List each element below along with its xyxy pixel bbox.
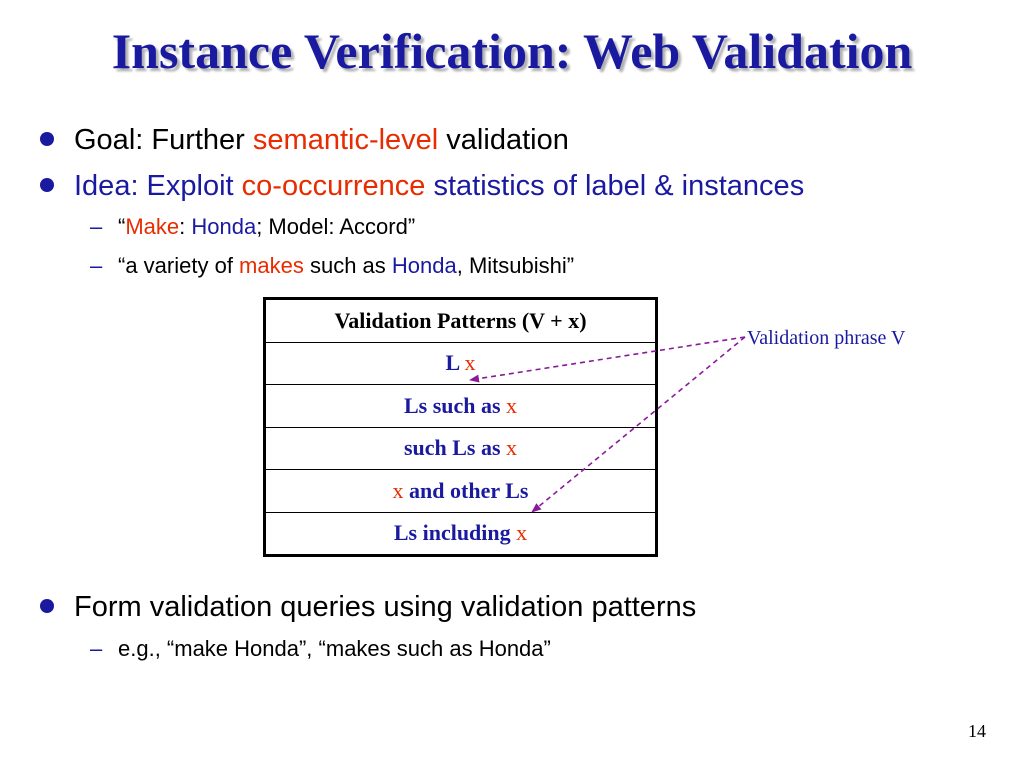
sub-dash: – bbox=[90, 214, 103, 239]
pattern-x: x bbox=[464, 350, 476, 376]
bullet-form-queries bbox=[40, 590, 696, 624]
sub-make: Make bbox=[125, 214, 180, 239]
annotation-validation-phrase: Validation phrase V bbox=[747, 327, 906, 349]
sub-makes: makes bbox=[239, 253, 304, 278]
pattern-label: L bbox=[445, 350, 459, 376]
sub-example-text: e.g., “make Honda”, “makes such as Honda” bbox=[118, 636, 551, 661]
pattern-x: x bbox=[506, 392, 518, 418]
page-number: 14 bbox=[968, 721, 986, 741]
pattern-label: and other Ls bbox=[409, 477, 529, 503]
pattern-label: Ls including bbox=[393, 520, 511, 546]
arrow-line-to-other-ls bbox=[532, 337, 745, 512]
pattern-x: x bbox=[516, 520, 528, 546]
sub-rest: ; Model: Accord” bbox=[256, 214, 416, 239]
slide-title: Instance Verification: Web Validation bbox=[111, 23, 913, 79]
arrow-line-to-L bbox=[470, 337, 745, 380]
sub-bullet-example bbox=[90, 636, 551, 662]
pattern-x: x bbox=[392, 477, 404, 503]
sub-dash: – bbox=[90, 253, 103, 278]
sub-prefix: “a variety of bbox=[118, 253, 240, 278]
pattern-label: Ls such as bbox=[403, 392, 501, 418]
sub-dash: – bbox=[90, 636, 103, 661]
bullet-idea-prefix: Idea: Exploit bbox=[74, 170, 242, 202]
bullet-idea-highlight: co-occurrence bbox=[241, 170, 426, 202]
bullet-dot-icon bbox=[40, 599, 54, 613]
sub-mid: such as bbox=[303, 253, 392, 278]
sub-honda: Honda bbox=[191, 214, 257, 239]
sub-honda: Honda bbox=[391, 253, 457, 278]
bullet-form-text: Form validation queries using validation patterns bbox=[74, 591, 697, 623]
pattern-x: x bbox=[506, 435, 518, 461]
bullet-idea-suffix: statistics of label & instances bbox=[425, 170, 805, 202]
bullet-goal-highlight: semantic-level bbox=[252, 124, 439, 156]
quote-open: “ bbox=[118, 214, 126, 239]
sub-colon: : bbox=[179, 214, 192, 239]
bullet-goal-prefix: Goal: Further bbox=[74, 124, 253, 156]
table-header: Validation Patterns (V + x) bbox=[265, 299, 657, 343]
bullet-goal-suffix: validation bbox=[438, 124, 569, 156]
pattern-label: such Ls as bbox=[403, 435, 501, 461]
sub-rest: , Mitsubishi” bbox=[456, 253, 575, 278]
